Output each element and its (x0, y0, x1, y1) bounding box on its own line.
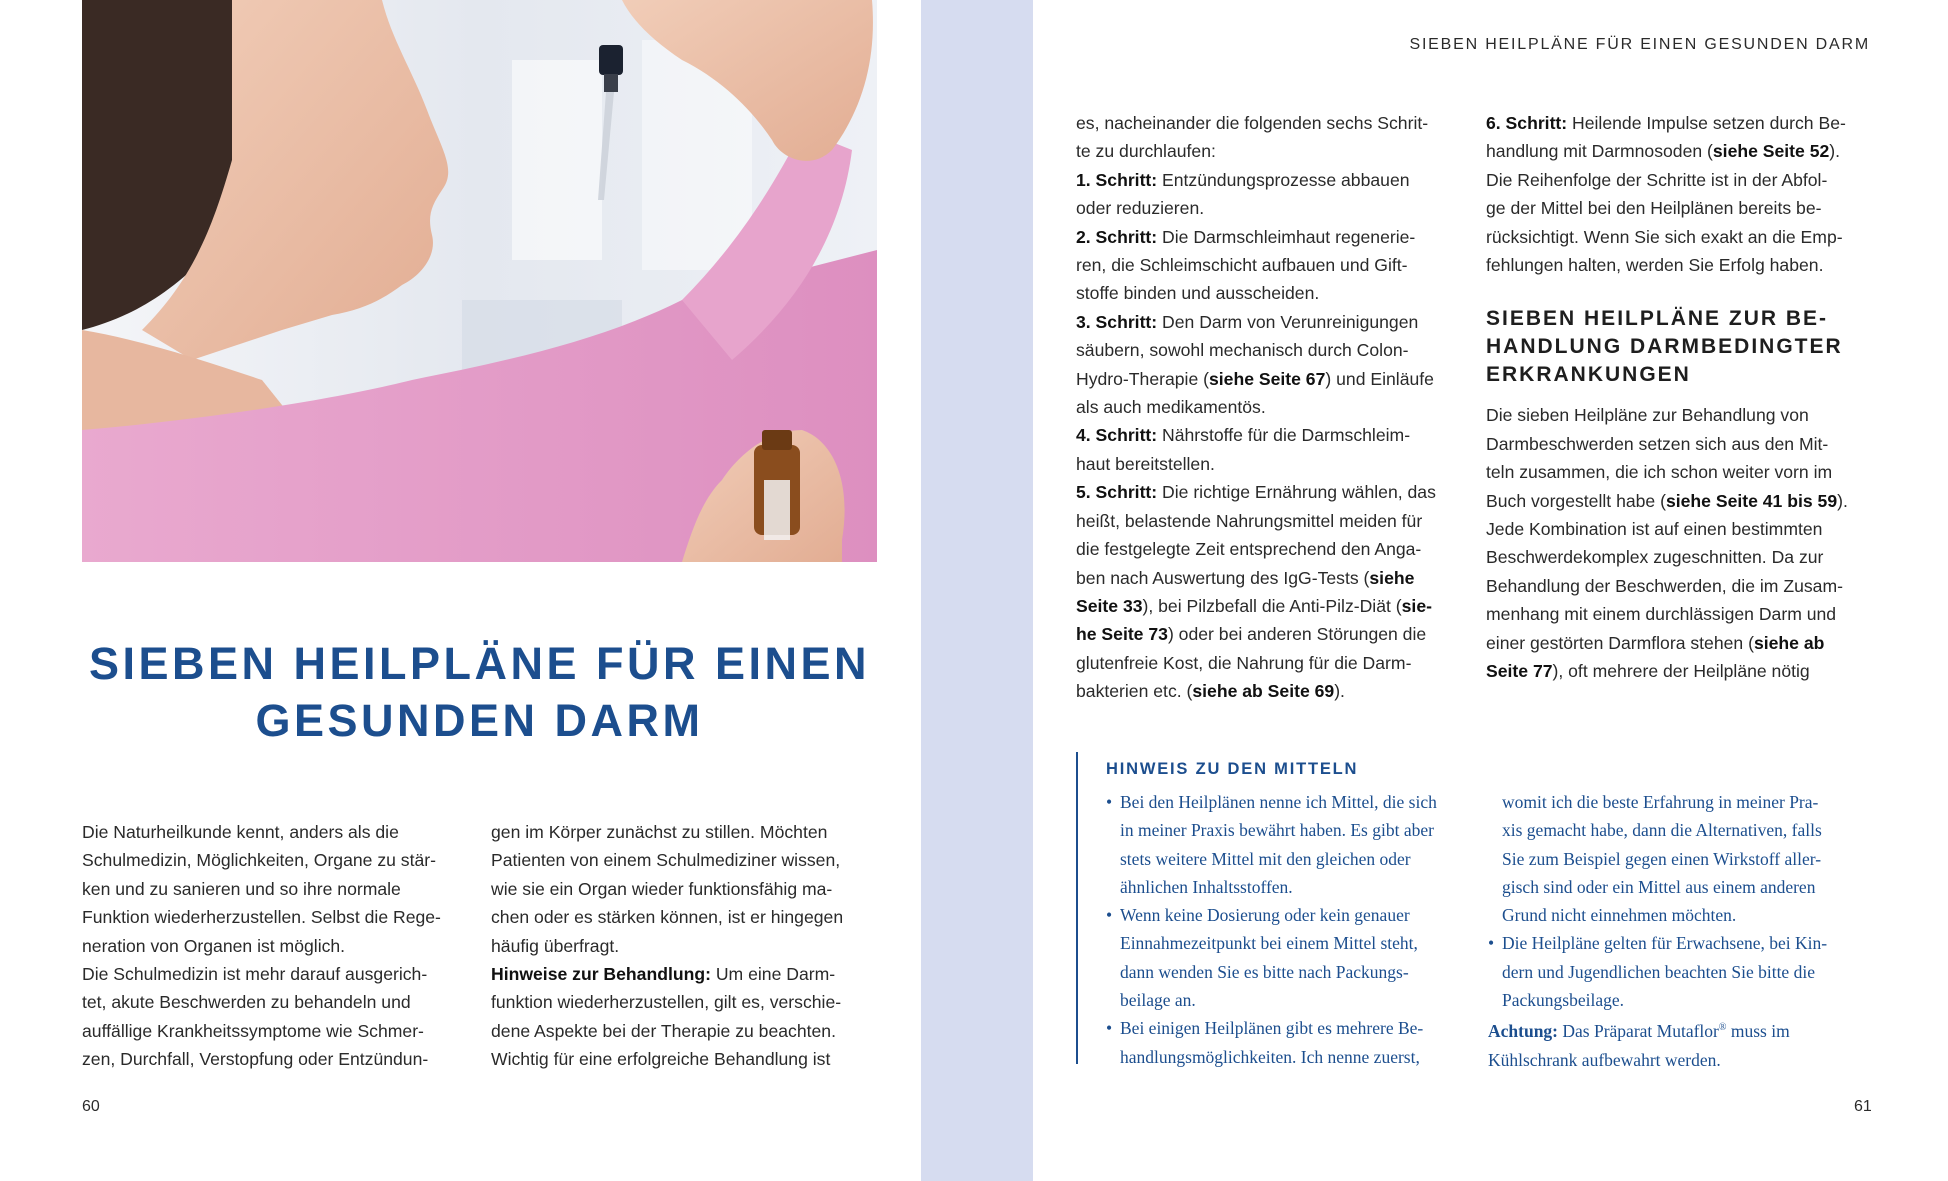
page-reference: he Seite 73 (1076, 624, 1168, 645)
body-line: glutenfreie Kost, die Nahrung für die Darm- (1076, 652, 1412, 673)
body-line (491, 960, 881, 988)
body-text: ) und Einläufe (1325, 368, 1434, 389)
hint-line: • Bei einigen Heilplänen gibt es mehrere Be- (1120, 1018, 1424, 1039)
body-line: Die Naturheilkunde kennt, anders als die (82, 822, 399, 842)
body-line: chen oder es stärken können, ist er hingegen (491, 907, 844, 928)
page-reference: siehe Seite 52 (1712, 141, 1830, 162)
hint-list-item-continued (1488, 788, 1878, 929)
page-fold-strip (921, 0, 1033, 1181)
running-head: SIEBEN HEILPLÄNE FÜR EINEN GESUNDEN DARM (1409, 36, 1870, 53)
body-line (1076, 620, 1471, 648)
body-line: wie sie ein Organ wieder funktionsfähig ma- (491, 878, 833, 899)
step-6 (1486, 109, 1881, 137)
left-body-column-1 (82, 818, 472, 1074)
hint-line: Grund nicht einnehmen möchten. (1502, 905, 1737, 926)
hint-line: gisch sind oder ein Mittel aus einem anderen (1502, 876, 1816, 897)
right-body-column-2 (1486, 109, 1881, 686)
body-text: Entzündungsprozesse abbauen (1157, 169, 1410, 190)
body-line: als auch medikamentös. (1076, 397, 1266, 418)
body-text: Hydro-Therapie ( (1076, 368, 1209, 389)
body-line: auffällige Krankheitssymptome wie Schmer- (82, 1020, 424, 1041)
body-line: die festgelegte Zeit entsprechend den Anga- (1076, 539, 1422, 560)
page-reference: siehe Seite 67 (1208, 368, 1326, 389)
body-text: ), bei Pilzbefall die Anti-Pilz-Diät ( (1142, 595, 1402, 616)
body-line: Die sieben Heilpläne zur Behandlung von (1486, 405, 1809, 426)
hint-line: beilage an. (1120, 990, 1196, 1011)
hint-line: • Wenn keine Dosierung oder kein genauer (1120, 905, 1410, 926)
page-number-right: 61 (1854, 1098, 1872, 1115)
body-line: ken und zu sanieren und so ihre normale (82, 878, 401, 899)
body-text: Buch vorgestellt habe ( (1486, 490, 1666, 511)
body-text: Um eine Darm- (710, 964, 836, 985)
body-line: neration von Organen ist möglich. (82, 935, 346, 956)
body-line (1486, 629, 1881, 657)
body-line: Darmbeschwerden setzen sich aus den Mit- (1486, 433, 1829, 454)
body-text: Die Darmschleimhaut regenerie- (1157, 226, 1416, 247)
warning-label: Achtung: (1488, 1021, 1559, 1042)
page-reference: sie- (1401, 595, 1432, 616)
step-label: 4. Schritt: (1076, 425, 1158, 446)
hint-line: dern und Jugendlichen beachten Sie bitte die (1502, 961, 1815, 982)
body-text: ). (1829, 141, 1841, 162)
body-line (1486, 137, 1881, 165)
step-2 (1076, 223, 1471, 251)
hint-line: Einnahmezeitpunkt bei einem Mittel steht, (1120, 933, 1418, 954)
body-text: Die richtige Ernährung wählen, das (1157, 482, 1436, 503)
hint-line: • Die Heilpläne gelten für Erwachsene, bei Kin- (1502, 933, 1828, 954)
page-reference: Seite 33 (1076, 595, 1143, 616)
body-line: Schulmedizin, Möglichkeiten, Organe zu stär- (82, 850, 436, 871)
registered-mark: ® (1718, 1022, 1727, 1034)
body-line: Beschwerdekomplex zugeschnitten. Da zur (1486, 547, 1824, 568)
hint-list (1106, 788, 1486, 1071)
body-text: handlung mit Darmnosoden ( (1486, 141, 1713, 162)
body-line: menhang mit einem durchlässigen Darm und (1486, 604, 1837, 625)
body-line: Behandlung der Beschwerden, die im Zusam- (1486, 575, 1843, 596)
body-line: te zu durchlaufen: (1076, 141, 1216, 162)
body-line: ge der Mittel bei den Heilplänen bereits be- (1486, 198, 1822, 219)
step-4 (1076, 421, 1471, 449)
step-label: 3. Schritt: (1076, 311, 1158, 332)
left-body-column-2 (491, 818, 881, 1074)
hint-list-item (1106, 788, 1486, 901)
body-text: Heilende Impulse setzen durch Be- (1567, 113, 1846, 133)
body-line: teln zusammen, die ich schon weiter vorn im (1486, 462, 1833, 483)
step-label: 1. Schritt: (1076, 169, 1158, 190)
body-text: ) oder bei anderen Störungen die (1167, 624, 1427, 645)
hint-line: in meiner Praxis bewährt haben. Es gibt aber (1120, 820, 1434, 841)
chapter-title-line2: GESUNDEN DARM (255, 695, 704, 746)
section-heading-line: SIEBEN HEILPLÄNE ZUR BE- (1486, 307, 1829, 331)
body-line: Jede Kombination ist auf einen bestimmten (1486, 519, 1823, 540)
hint-text: Das Präparat Mutaflor (1558, 1021, 1719, 1042)
body-line (1076, 564, 1471, 592)
hint-line: Sie zum Beispiel gegen einen Wirkstoff aller- (1502, 848, 1822, 869)
body-text: Den Darm von Verunreinigungen (1157, 311, 1419, 332)
body-line: Wichtig für eine erfolgreiche Behandlung ist (491, 1049, 831, 1070)
body-line: dene Aspekte bei der Therapie zu beachten. (491, 1020, 836, 1041)
body-line: es, nacheinander die folgenden sechs Schrit- (1076, 113, 1429, 133)
step-label: 6. Schritt: (1486, 113, 1568, 133)
section-heading-line: ERKRANKUNGEN (1486, 363, 1691, 387)
hint-line: handlungsmöglichkeiten. Ich nenne zuerst, (1120, 1046, 1420, 1067)
hint-line: ähnlichen Inhaltsstoffen. (1120, 876, 1293, 897)
body-line (1486, 657, 1881, 685)
body-line: zen, Durchfall, Verstopfung oder Entzündun- (82, 1049, 429, 1070)
chapter-title-line1: SIEBEN HEILPLÄNE FÜR EINEN (88, 638, 871, 689)
hint-line: dann wenden Sie es bitte nach Packungs- (1120, 961, 1409, 982)
body-text: ), oft mehrere der Heilpläne nötig (1552, 661, 1810, 682)
hint-list-item (1106, 1014, 1486, 1071)
body-line (1076, 677, 1471, 705)
body-line: Die Reihenfolge der Schritte ist in der Abfol- (1486, 169, 1828, 190)
page-reference: Seite 77 (1486, 661, 1553, 682)
hint-title: HINWEIS ZU DEN MITTELN (1106, 760, 1359, 778)
page-reference: siehe ab (1753, 632, 1825, 653)
page-reference: siehe Seite 41 bis 59 (1665, 490, 1838, 511)
body-text: Nährstoffe für die Darmschleim- (1157, 425, 1411, 446)
page-reference: siehe ab Seite 69 (1192, 681, 1335, 702)
hint-list (1488, 788, 1878, 1014)
hint-line: stets weitere Mittel mit den gleichen oder (1120, 848, 1411, 869)
body-line: oder reduzieren. (1076, 198, 1205, 219)
hint-line: Kühlschrank aufbewahrt werden. (1488, 1049, 1721, 1070)
body-line (1486, 487, 1881, 515)
body-line (1076, 365, 1471, 393)
hint-box (1076, 752, 1876, 1070)
hint-line: xis gemacht habe, dann die Alternativen, falls (1502, 820, 1822, 841)
body-text: ). (1837, 490, 1848, 511)
body-line: Die Schulmedizin ist mehr darauf ausgerich- (82, 964, 428, 985)
body-text: bakterien etc. ( (1076, 681, 1193, 702)
hint-line: womit ich die beste Erfahrung in meiner Pra- (1502, 792, 1819, 812)
hint-text: muss im (1726, 1021, 1790, 1042)
section-heading-line: HANDLUNG DARMBEDINGTER (1486, 335, 1843, 359)
body-line: stoffe binden und ausscheiden. (1076, 283, 1320, 304)
body-text: ben nach Auswertung des IgG-Tests ( (1076, 567, 1370, 588)
body-line: ren, die Schleimschicht aufbauen und Gift- (1076, 255, 1408, 276)
step-label: 2. Schritt: (1076, 226, 1158, 247)
woman-pipette-photo (82, 0, 877, 562)
step-5 (1076, 478, 1471, 506)
body-line: Funktion wiederherzustellen. Selbst die Rege- (82, 907, 441, 928)
page-number-left: 60 (82, 1098, 100, 1115)
body-line: haut bereitstellen. (1076, 453, 1215, 474)
step-label: 5. Schritt: (1076, 482, 1158, 503)
body-line: fehlungen halten, werden Sie Erfolg haben. (1486, 255, 1824, 276)
body-line: tet, akute Beschwerden zu behandeln und (82, 992, 411, 1013)
chapter-title (82, 635, 877, 749)
body-text: ). (1334, 681, 1345, 702)
hint-column-2 (1488, 788, 1878, 1074)
body-line: funktion wiederherzustellen, gilt es, verschie- (491, 992, 842, 1013)
section-heading (1486, 305, 1881, 389)
body-line: heißt, belastende Nahrungsmittel meiden für (1076, 510, 1423, 531)
step-1 (1076, 166, 1471, 194)
hint-list-item (1106, 901, 1486, 1014)
hint-treatment-label: Hinweise zur Behandlung: (491, 964, 711, 985)
body-text: einer gestörten Darmflora stehen ( (1486, 632, 1754, 653)
body-line: gen im Körper zunächst zu stillen. Möchten (491, 822, 828, 842)
hint-list-item (1488, 929, 1878, 1014)
right-body-column-1 (1076, 109, 1471, 706)
hint-line: • Bei den Heilplänen nenne ich Mittel, die sich (1120, 792, 1437, 812)
body-line: Patienten von einem Schulmediziner wissen, (491, 850, 841, 871)
hint-line: Packungsbeilage. (1502, 990, 1624, 1011)
body-line: säubern, sowohl mechanisch durch Colon- (1076, 340, 1409, 361)
step-3 (1076, 308, 1471, 336)
hint-line (1488, 1014, 1878, 1045)
warning-note (1488, 1014, 1878, 1073)
body-line (1076, 592, 1471, 620)
page-reference: siehe (1369, 567, 1415, 588)
hint-column-1 (1106, 788, 1486, 1071)
body-line: rücksichtigt. Wenn Sie sich exakt an die Emp- (1486, 226, 1843, 247)
body-line: häufig überfragt. (491, 935, 620, 956)
